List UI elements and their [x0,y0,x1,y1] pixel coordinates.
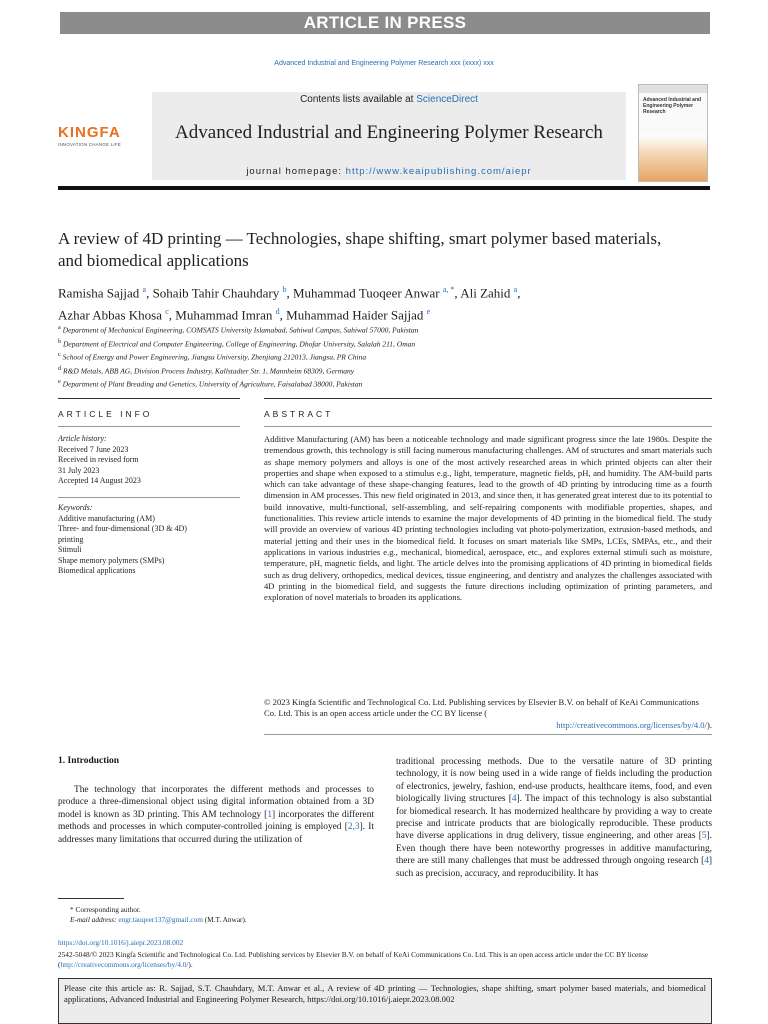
affiliation-text: Department of Plant Breading and Genetics, University of Agriculture, Faisalabad 38000, Pakistan [60,379,363,389]
abstract-subrule [264,426,712,427]
affiliation-text: Department of Electrical and Computer Engineering, College of Engineering, Dhofar University, Salalah 211, Oman [61,339,416,348]
abstract-rule [264,398,712,399]
affiliation [58,336,678,350]
citation-link[interactable]: 4 [511,794,517,805]
keyword-item: Stimuli [58,545,82,554]
citation-link[interactable]: 1 [267,809,272,820]
journal-header [58,84,710,184]
copyright-text: © 2023 Kingfa Scientific and Technological Co. Ltd. Publishing services by Elsevier B.V. on behalf of KeAi Communications Co. Ltd. This is an open access article under the CC BY license ( [264,697,699,719]
author-name[interactable]: Muhammad Tuoqeer Anwar [292,285,440,301]
article-title: A review of 4D printing — Technologies, shape shifting, smart polymer based materials, and biomedical applications [58,229,662,270]
history-item: Received in revised form [58,455,139,464]
article-info-subrule [58,426,240,427]
cc-license-url[interactable]: http://creativecommons.org/licenses/by/4.0/ [556,719,707,730]
logo-text: KINGFA [58,124,121,141]
journal-reference[interactable]: Advanced Industrial and Engineering Polymer Research xxx (xxxx) xxx [274,60,494,67]
abstract-copyright [264,697,712,731]
intro-column-2 [396,756,712,880]
author-name[interactable]: Muhammad Haider Sajjad [286,307,424,323]
affiliation-text: R&D Metals, ABB AG, Division Process Industry, Kallstadter Str. 1, Mannheim 68309, Germany [61,366,355,375]
history-list [58,445,240,487]
header-divider [58,186,710,190]
intro-col1-text-3: ]. It addresses many limitations that occurred during the utilization of [58,822,374,845]
logo-tagline: INNOVATION CHANGE LIFE [58,142,121,147]
keyword-item: Shape memory polymers (SMPs) [58,555,165,565]
affiliation [58,376,678,390]
author-name[interactable]: Muhammad Imran [175,307,273,323]
contents-prefix: Contents lists available at [300,94,417,105]
intro-col2-text-3: ]. Even though there have been noteworthy progresses in additive manufacturing, there are still many challenges that must be addressed through ongoing research [ [396,831,712,867]
footnote-rule [58,898,124,899]
intro-col1-text-2: ] incorporates the different methods and processes in which computer-controlled joining is employed [ [58,809,374,833]
author-affiliation-mark[interactable]: d [275,307,280,317]
cover-artwork [639,135,707,181]
affiliation [58,349,678,363]
affiliation-mark: b [58,337,62,345]
keyword-item: printing [58,534,84,544]
author-affiliation-mark[interactable]: a [142,285,147,294]
history-item: Received 7 June 2023 [58,444,129,454]
history-label: Article history: [58,434,107,443]
author-affiliation-mark[interactable]: b [282,285,287,294]
citation-link[interactable]: 4 [704,856,709,867]
cover-top-strip [639,85,707,93]
citation-link[interactable]: 2,3 [347,822,360,833]
affiliation [58,363,678,377]
article-info-rule [58,398,240,399]
affiliation-list [58,322,678,390]
license-link[interactable]: http://creativecommons.org/licenses/by/4.0/ [60,960,189,970]
homepage-prefix: journal homepage: [246,166,346,177]
citation-box: Please cite this article as: R. Sajjad, S.T. Chauhdary, M.T. Anwar et al., A review of 4D printing — Technologies, shape shifting, smart polymer based materials, and biomedical applications, Advanced Industrial and Engineering Polymer Research, https://doi.org/10.1016/j.aiepr.2023.08.002 [58,978,712,1024]
author-name[interactable]: Ramisha Sajjad [58,285,140,301]
affiliation-mark: c [58,351,61,358]
corresponding-label: * Corresponding author. [70,905,141,914]
author-name[interactable]: Ali Zahid [460,285,511,301]
doi-link[interactable]: https://doi.org/10.1016/j.aiepr.2023.08.002 [58,938,184,947]
journal-homepage [152,166,626,177]
affiliation-text: School of Energy and Power Engineering, Jiangsu University, Zhenjiang 212013, Jiangsu, PR China [60,352,367,362]
license-text: 2542-5048/© 2023 Kingfa Scientific and Technological Co. Ltd. Publishing services by Elsevier B.V. on behalf of KeAi Communications Co. Ltd. This is an open access article under the CC BY license ( [58,950,649,970]
author-affiliation-mark[interactable]: e [426,307,431,317]
journal-masthead [152,92,626,180]
introduction-heading: 1. Introduction [58,756,120,766]
keywords-label: Keywords: [58,503,93,512]
cover-title: Advanced Industrial and Engineering Polymer Research [643,97,702,115]
article-in-press-banner: ARTICLE IN PRESS [60,12,710,34]
keywords-block [58,503,240,577]
kingfa-logo [58,124,146,147]
author-list: Ramisha Sajjad $^a$, Sohaib Tahir Chauhdary $^b$, Muhammad Tuoqeer Anwar $^{a, *}$, Ali Zahid $^a$, Azhar Abbas Khosa $^c$, Muhammad Imran $^d$, Muhammad Haider Sajjad $^e$ [58,285,521,323]
journal-title: Advanced Industrial and Engineering Polymer Research [175,122,603,143]
copyright-end: ). [706,719,712,730]
author-name[interactable]: Azhar Abbas Khosa [58,307,162,323]
license-line [58,950,712,971]
affiliation-mark: a [58,324,61,331]
email-link[interactable]: engr.tauqeer137@gmail.com [118,915,203,924]
keyword-item: Additive manufacturing (AM) [58,513,155,523]
article-history [58,434,240,487]
affiliation [58,322,678,336]
keyword-item: Biomedical applications [58,566,136,575]
keywords-rule [58,497,240,498]
author-affiliation-mark[interactable]: a, * [442,285,455,294]
article-info-heading: ARTICLE INFO [58,409,153,419]
email-label: E-mail address: [70,915,119,924]
abstract-heading: ABSTRACT [264,409,334,419]
history-item: 31 July 2023 [58,465,100,475]
keyword-item: Three- and four-dimensional (3D & 4D) [58,524,187,533]
sciencedirect-link[interactable]: ScienceDirect [416,94,478,105]
citation-link[interactable]: 5 [701,831,707,842]
intro-col2-text-4: ] such as precision, accuracy, and reproducibility. It has [396,856,712,879]
abstract-bottom-rule [264,734,712,735]
author-affiliation-mark[interactable]: a [513,285,518,294]
intro-col1-text-1: The technology that incorporates the different methods and processes to produce a three-dimensional object using digital information obtained from a 3D model is known as 3D printing. This AM technology [ [58,785,374,820]
corresponding-author-footnote [70,905,390,925]
keyword-list [58,514,240,577]
license-end: ). [188,960,193,970]
intro-col2-text-1: traditional processing methods. Due to the versatile nature of 3D printing technology, it is now being used in a wide range of fields including the production of electronics, jewelry, fashion, end-use products, healthcare items, food, and even biologically living structures [ [396,757,712,805]
history-item: Accepted 14 August 2023 [58,476,141,485]
author-affiliation-mark[interactable]: c [165,307,169,317]
affiliation-mark: d [58,364,62,372]
journal-cover-image[interactable] [638,84,708,182]
intro-col2-text-2: ]. The impact of this technology is also substantial for biomedical research. It has modernized healthcare by providing a way to create precise and intricate products that are biologically reproducible. These products have diverse applications in drug delivery, tissue engineering, and other areas [ [396,794,712,842]
intro-column-1 [58,784,374,846]
contents-line [152,94,626,105]
affiliation-mark: e [58,378,61,385]
abstract-text: Additive Manufacturing (AM) has been a noticeable technology and made significant progress since the late 1980s. Despite the tremendous growth, this technology is still facing numerous manufacturing challenges. AM of structures and smart materials such as shape memory polymers and alloys is one of the most actively researched areas in which printed objects can alter their properties and shape when exposed to a stimulus e.g., light, temperature, magnetic fields, pH, and humidity. The AM-build parts which can take advantage of these shape-changing features, lead to the growth of 4D printing by introducing time as a fourth dimension in AM processes. This new field originated in 2013, and since then, it has generated great interest due to its potential to build innovative, multi-functional, self-assembling, and self-repairing components with modifiable properties, shapes, and functionalities. This review article intends to examine the major developments of 4D printing in the biomedical field. The study will provide an overview of various 4D printing technologies including vat photo-polymerization, extrusion-based methods, and material jetting and their uses in the biomedical field. It focuses on smart materials like SMPs, LCEs, SMPAs, etc., and their applications in various industries e.g., mechanical, biomedical, aerospace, etc., and explores external stimuli such as moisture, temperature, pH, magnetic fields, and light. The article delves into the promising applications of 4D printing in biomedical fields such as drug delivery, orthopedics, medical devices, tissue engineering, and dentistry and analyzes the challenges associated with 4D printing in the biomedical field, and suggests the future directions including optimization of printing parameters, and exploration of novel materials to broaden its applications. [264,434,712,603]
affiliation-text: Department of Mechanical Engineering, COMSATS University Islamabad, Sahiwal Campus, Sahiwal 57000, Pakistan [60,325,419,335]
homepage-link[interactable]: http://www.keaipublishing.com/aiepr [345,166,532,177]
author-name[interactable]: Sohaib Tahir Chauhdary [152,285,280,301]
email-line [70,915,390,925]
email-suffix: (M.T. Anwar). [202,915,247,924]
cc-license-link[interactable] [264,720,712,731]
